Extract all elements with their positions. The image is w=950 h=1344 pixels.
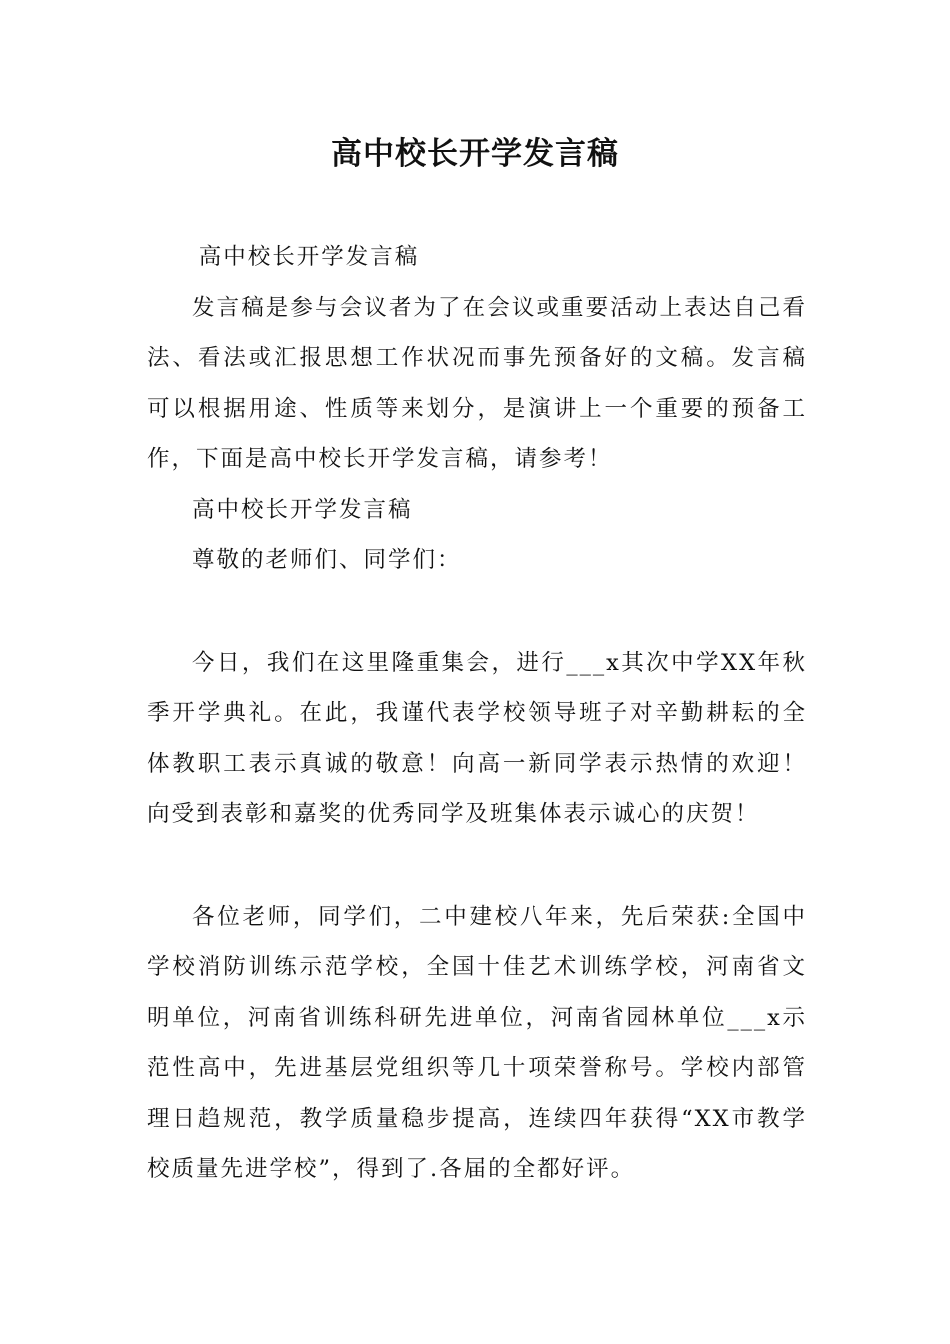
honors-paragraph: 各位老师，同学们，二中建校八年来，先后荣获:全国中学校消防训练示范学校，全国十佳艺术训练学校，河南省文明单位，河南省训练科研先进单位，河南省园林单位___x示范性高中，先进基层党组织等几十项荣誉称号。学校内部管理日趋规范，教学质量稳步提高，连续四年获得“XX市教学校质量先进学校”，得到了.各届的全都好评。 bbox=[147, 903, 807, 1182]
speech-heading-paragraph: 高中校长开学发言稿 bbox=[192, 496, 413, 523]
document-body bbox=[147, 232, 807, 1195]
paragraph-gap bbox=[147, 586, 807, 638]
salutation-paragraph: 尊敬的老师们、同学们： bbox=[192, 547, 462, 573]
intro-paragraph: 发言稿是参与会议者为了在会议或重要活动上表达自己看法、看法或汇报思想工作状况而事先预备好的文稿。发言稿可以根据用途、性质等来划分，是演讲上一个重要的预备工作，下面是高中校长开学发言稿，请参考！ bbox=[147, 294, 807, 472]
subtitle-paragraph: 高中校长开学发言稿 bbox=[198, 244, 420, 270]
opening-paragraph: 今日，我们在这里隆重集会，进行___x其次中学XX年秋季开学典礼。在此，我谨代表学校领导班子对辛勤耕耘的全体教职工表示真诚的敬意！向高一新同学表示热情的欢迎！向受到表彰和嘉奖的优秀同学及班集体表示诚心的庆贺！ bbox=[147, 649, 807, 827]
document-title: 高中校长开学发言稿 bbox=[331, 136, 619, 172]
paragraph-gap bbox=[147, 840, 807, 892]
